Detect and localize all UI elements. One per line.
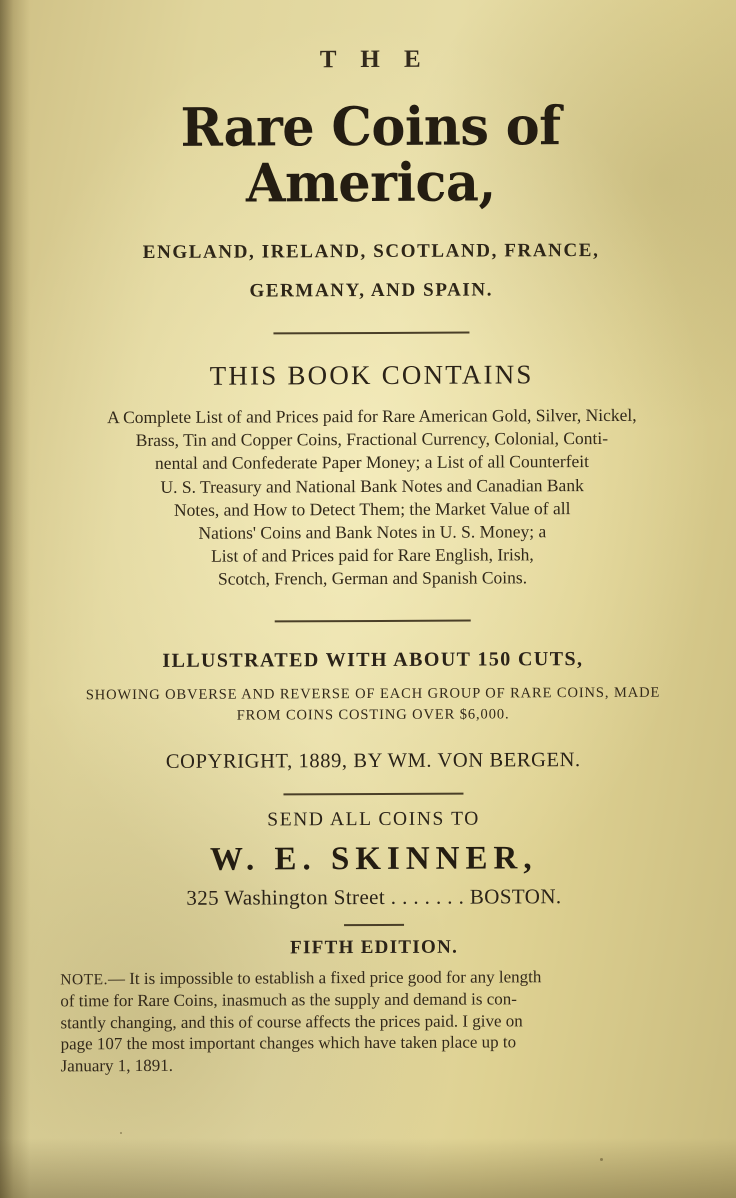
- contains-heading: THIS BOOK CONTAINS: [209, 359, 534, 391]
- note-line: of time for Rare Coins, inasmuch as the supply and demand is con-: [60, 989, 517, 1011]
- page-title: Rare Coins of America,: [180, 95, 561, 215]
- note-line: stantly changing, and this of course affects the prices paid. I give on: [60, 1010, 523, 1032]
- blurb-line: Notes, and How to Detect Them; the Market Value of all: [173, 497, 571, 520]
- paper-speck: [600, 1158, 603, 1161]
- blurb-line: Brass, Tin and Copper Coins, Fractional Currency, Colonial, Conti-: [135, 428, 609, 451]
- divider-rule-1: [273, 332, 469, 335]
- edition-line: FIFTH EDITION.: [290, 936, 459, 959]
- note-block: [60, 966, 688, 1078]
- note-line: January 1, 1891.: [60, 1056, 174, 1076]
- blurb-line: Scotch, French, German and Spanish Coins.: [217, 567, 528, 589]
- paper-speck: [120, 1132, 122, 1134]
- blurb-line: nental and Confederate Paper Money; a List of all Counterfeit: [154, 451, 590, 474]
- subtitle-line-2: GERMANY, AND SPAIN.: [249, 279, 494, 302]
- blurb-line: Nations' Coins and Bank Notes in U. S. Money; a: [198, 520, 547, 543]
- note-label: NOTE.: [60, 971, 109, 989]
- showing-line-2: FROM COINS COSTING OVER $6,000.: [236, 706, 510, 724]
- blurb-line: U. S. Treasury and National Bank Notes and Canadian Bank: [160, 474, 584, 497]
- blurb-line: List of and Prices paid for Rare English, Irish,: [211, 544, 534, 566]
- divider-rule-2: [275, 620, 471, 623]
- showing-block: [49, 683, 697, 728]
- the-word: T H E: [319, 45, 430, 74]
- copyright-line: COPYRIGHT, 1889, BY WM. VON BERGEN.: [165, 749, 581, 773]
- divider-rule-4: [344, 924, 404, 926]
- illustrated-line: ILLUSTRATED WITH ABOUT 150 CUTS,: [162, 648, 584, 672]
- showing-line-1: SHOWING OBVERSE AND REVERSE OF EACH GROUP OF RARE COINS, MADE: [85, 684, 661, 704]
- contents-blurb: [67, 404, 678, 591]
- note-line: page 107 the most important changes which have taken place up to: [60, 1032, 517, 1054]
- note-line: — It is impossible to establish a fixed price good for any length: [107, 967, 542, 989]
- dealer-address: 325 Washington Street . . . . . . . BOSTON.: [186, 884, 562, 910]
- dealer-name: W. E. SKINNER,: [209, 840, 538, 878]
- send-coins-line: SEND ALL COINS TO: [267, 808, 480, 831]
- divider-rule-3: [283, 793, 463, 796]
- subtitle-line-1: ENGLAND, IRELAND, SCOTLAND, FRANCE,: [142, 240, 600, 264]
- blurb-line: A Complete List of and Prices paid for Rare American Gold, Silver, Nickel,: [107, 405, 637, 428]
- subtitle-block: [47, 240, 695, 304]
